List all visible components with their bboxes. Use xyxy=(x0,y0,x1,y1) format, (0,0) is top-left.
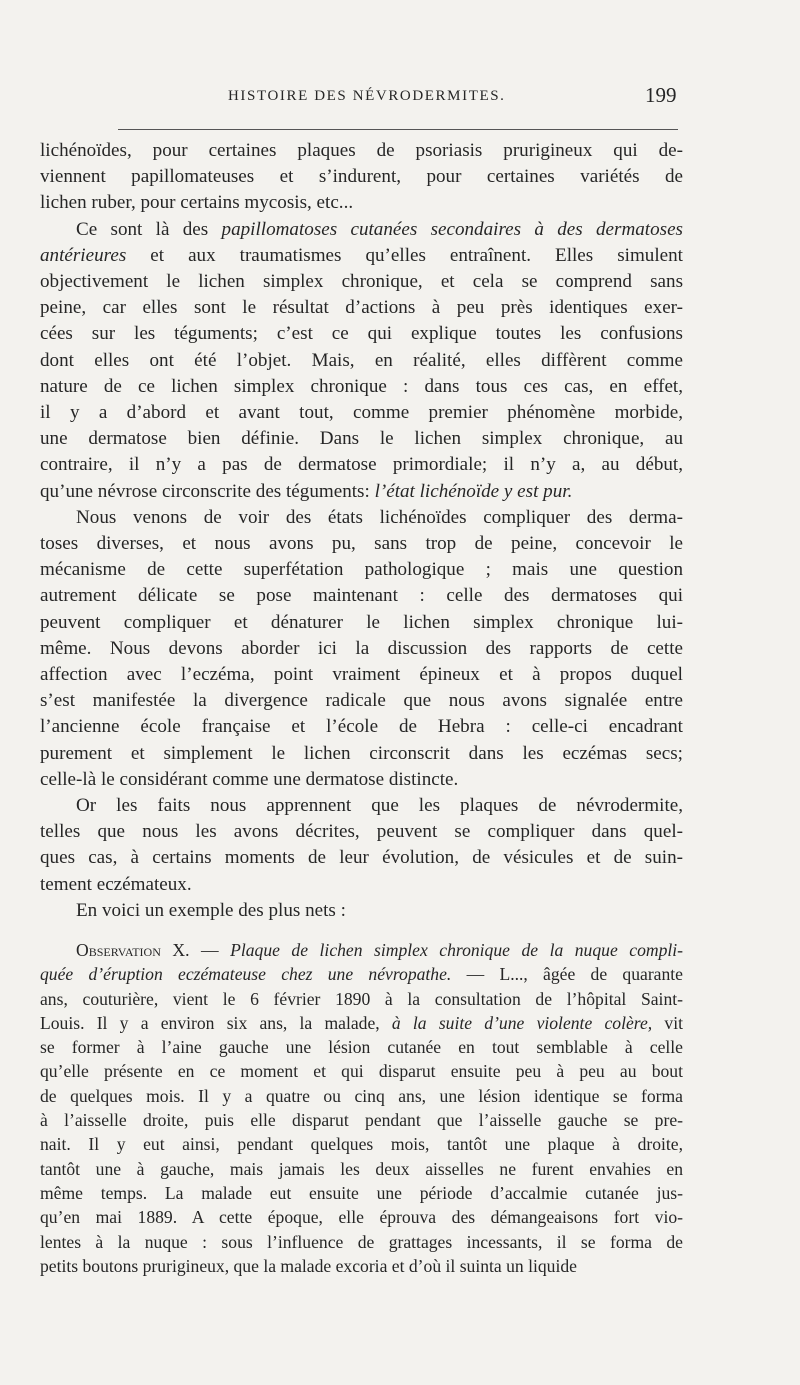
text-segment: lentes à la nuque : sous l’influence de grattages incessants, il se forma de xyxy=(40,1231,683,1252)
text-segment: peuvent compliquer et dénaturer le lichen simplex chronique lui- xyxy=(40,611,683,633)
text-segment: petits boutons prurigineux, que la malade excoria et d’où il suinta un liquide xyxy=(40,1255,577,1276)
text-segment: Ce sont là des xyxy=(76,218,222,240)
observation-line xyxy=(40,987,683,1011)
text-segment: de quelques mois. Il y a quatre ou cinq ans, une lésion identique se forma xyxy=(40,1085,683,1106)
text-segment: et aux traumatismes qu’elles entraînent. Elles simulent xyxy=(126,244,683,266)
observation-line xyxy=(40,1157,683,1181)
text-segment: nait. Il y eut ainsi, pendant quelques mois, tantôt une plaque à droite, xyxy=(40,1134,683,1155)
text-segment: lichen ruber, pour certains mycosis, etc... xyxy=(40,192,354,214)
text-segment: qu’en mai 1889. A cette époque, elle éprouva des démangeaisons fort vio- xyxy=(40,1207,683,1228)
text-segment: même temps. La malade eut ensuite une période d’accalmie cutanée jus- xyxy=(40,1182,683,1203)
text-line xyxy=(40,217,683,243)
text-segment: peine, car elles sont le résultat d’actions à peu près identiques exer- xyxy=(40,297,683,319)
text-segment: même. Nous devons aborder ici la discussion des rapports de cette xyxy=(40,637,683,659)
text-segment: purement et simplement le lichen circonscrit dans les eczémas secs; xyxy=(40,742,683,764)
running-head xyxy=(0,83,800,112)
text-segment: X. — xyxy=(160,940,231,960)
text-segment: s’est manifestée la divergence radicale que nous avons signalée entre xyxy=(40,690,683,712)
text-segment: cées sur les téguments; c’est ce qui explique toutes les confusions xyxy=(40,323,683,345)
text-segment: En voici un exemple des plus nets : xyxy=(76,899,346,921)
text-line xyxy=(40,793,683,819)
italic-text: à la suite d’une violente colère, xyxy=(391,1012,653,1033)
text-line xyxy=(40,531,683,557)
text-line xyxy=(40,714,683,740)
text-segment: ans, couturière, vient le 6 février 1890 à la consultation de l’hôpital Saint- xyxy=(40,988,683,1009)
observation-line xyxy=(40,1035,683,1059)
text-line xyxy=(40,845,683,871)
small-caps-text: Observation xyxy=(76,940,161,960)
text-segment: telles que nous les avons décrites, peuvent se compliquer dans quel- xyxy=(40,821,683,843)
text-line xyxy=(40,819,683,845)
text-line xyxy=(40,741,683,767)
text-line xyxy=(40,321,683,347)
text-segment: tantôt une à gauche, mais jamais les deux aisselles ne furent envahies en xyxy=(40,1158,683,1179)
text-line xyxy=(40,243,683,269)
text-line xyxy=(40,452,683,478)
text-segment: mécanisme de cette superfétation pathologique ; mais une question xyxy=(40,559,683,581)
text-segment: se former à l’aine gauche une lésion cutanée en tout semblable à celle xyxy=(40,1037,683,1058)
italic-text: quée d’éruption eczémateuse chez une névropathe. xyxy=(40,964,452,985)
text-line xyxy=(40,662,683,688)
text-segment: viennent papillomateuses et s’indurent, pour certaines variétés de xyxy=(40,166,683,188)
italic-text: Plaque de lichen simplex chronique de la nuque compli- xyxy=(230,940,683,960)
text-line xyxy=(40,688,683,714)
text-segment: Or les faits nous apprennent que les plaques de névrodermite, xyxy=(76,795,683,817)
text-segment: contraire, il n’y a pas de dermatose primordiale; il n’y a, au début, xyxy=(40,454,683,476)
text-line xyxy=(40,426,683,452)
text-segment: une dermatose bien définie. Dans le lichen simplex chronique, au xyxy=(40,428,683,450)
observation-line xyxy=(40,1084,683,1108)
text-line xyxy=(40,400,683,426)
text-line xyxy=(40,557,683,583)
page-number: 199 xyxy=(645,83,677,107)
observation-note xyxy=(40,938,683,1278)
observation-line xyxy=(40,938,683,962)
text-segment: toses diverses, et nous avons pu, sans trop de peine, concevoir le xyxy=(40,533,683,555)
text-segment: l’ancienne école française et l’école de Hebra : celle-ci encadrant xyxy=(40,716,683,738)
text-segment: lichénoïdes, pour certaines plaques de psoriasis prurigineux qui de- xyxy=(40,140,683,161)
text-segment: affection avec l’eczéma, point vraiment épineux et à propos duquel xyxy=(40,664,683,686)
text-line xyxy=(40,479,683,505)
text-line xyxy=(40,374,683,400)
text-line xyxy=(40,164,683,190)
text-segment: celle-là le considérant comme une dermatose distincte. xyxy=(40,768,459,790)
text-line xyxy=(40,138,683,164)
italic-text: papillomatoses cutanées secondaires à des dermatoses xyxy=(221,218,683,240)
observation-line xyxy=(40,1205,683,1229)
text-segment: ques cas, à certains moments de leur évolution, de vésicules et de suin- xyxy=(40,847,683,869)
observation-line xyxy=(40,1011,683,1035)
observation-line xyxy=(40,1230,683,1254)
text-segment: nature de ce lichen simplex chronique : dans tous ces cas, en effet, xyxy=(40,375,683,397)
italic-text: l’état lichénoïde y est pur. xyxy=(374,480,573,502)
observation-line xyxy=(40,1108,683,1132)
observation-line xyxy=(40,962,683,986)
text-line xyxy=(40,610,683,636)
text-segment: qu’elle présente en ce moment et qui disparut ensuite peu à peu au bout xyxy=(40,1061,683,1082)
italic-text: antérieures xyxy=(40,244,127,266)
text-line xyxy=(40,583,683,609)
text-segment: il y a d’abord et avant tout, comme premier phénomène morbide, xyxy=(40,402,683,424)
text-line xyxy=(40,269,683,295)
text-line xyxy=(40,505,683,531)
text-line xyxy=(40,190,683,216)
text-line xyxy=(40,767,683,793)
text-segment: dont elles ont été l’objet. Mais, en réalité, elles diffèrent comme xyxy=(40,349,683,371)
text-segment: Nous venons de voir des états lichénoïdes compliquer des derma- xyxy=(76,506,683,528)
text-line xyxy=(40,872,683,898)
header-rule xyxy=(118,129,678,130)
text-segment: Louis. Il y a environ six ans, la malade, xyxy=(40,1012,392,1033)
text-segment: autrement délicate se pose maintenant : celle des dermatoses qui xyxy=(40,585,683,607)
text-segment: — L..., âgée de quarante xyxy=(451,964,683,985)
running-title: HISTOIRE DES NÉVRODERMITES. xyxy=(228,88,506,104)
observation-line xyxy=(40,1132,683,1156)
text-segment: à l’aisselle droite, puis elle disparut pendant que l’aisselle gauche se pre- xyxy=(40,1110,683,1131)
observation-line xyxy=(40,1254,683,1278)
observation-line xyxy=(40,1059,683,1083)
text-line xyxy=(40,636,683,662)
text-line xyxy=(40,348,683,374)
text-line xyxy=(40,898,683,924)
text-segment: vit xyxy=(652,1012,683,1033)
text-segment: qu’une névrose circonscrite des téguments: xyxy=(40,480,375,502)
main-text xyxy=(40,138,683,924)
text-line xyxy=(40,295,683,321)
text-segment: objectivement le lichen simplex chronique, et cela se comprend sans xyxy=(40,271,683,293)
text-segment: tement eczémateux. xyxy=(40,873,192,895)
observation-line xyxy=(40,1181,683,1205)
